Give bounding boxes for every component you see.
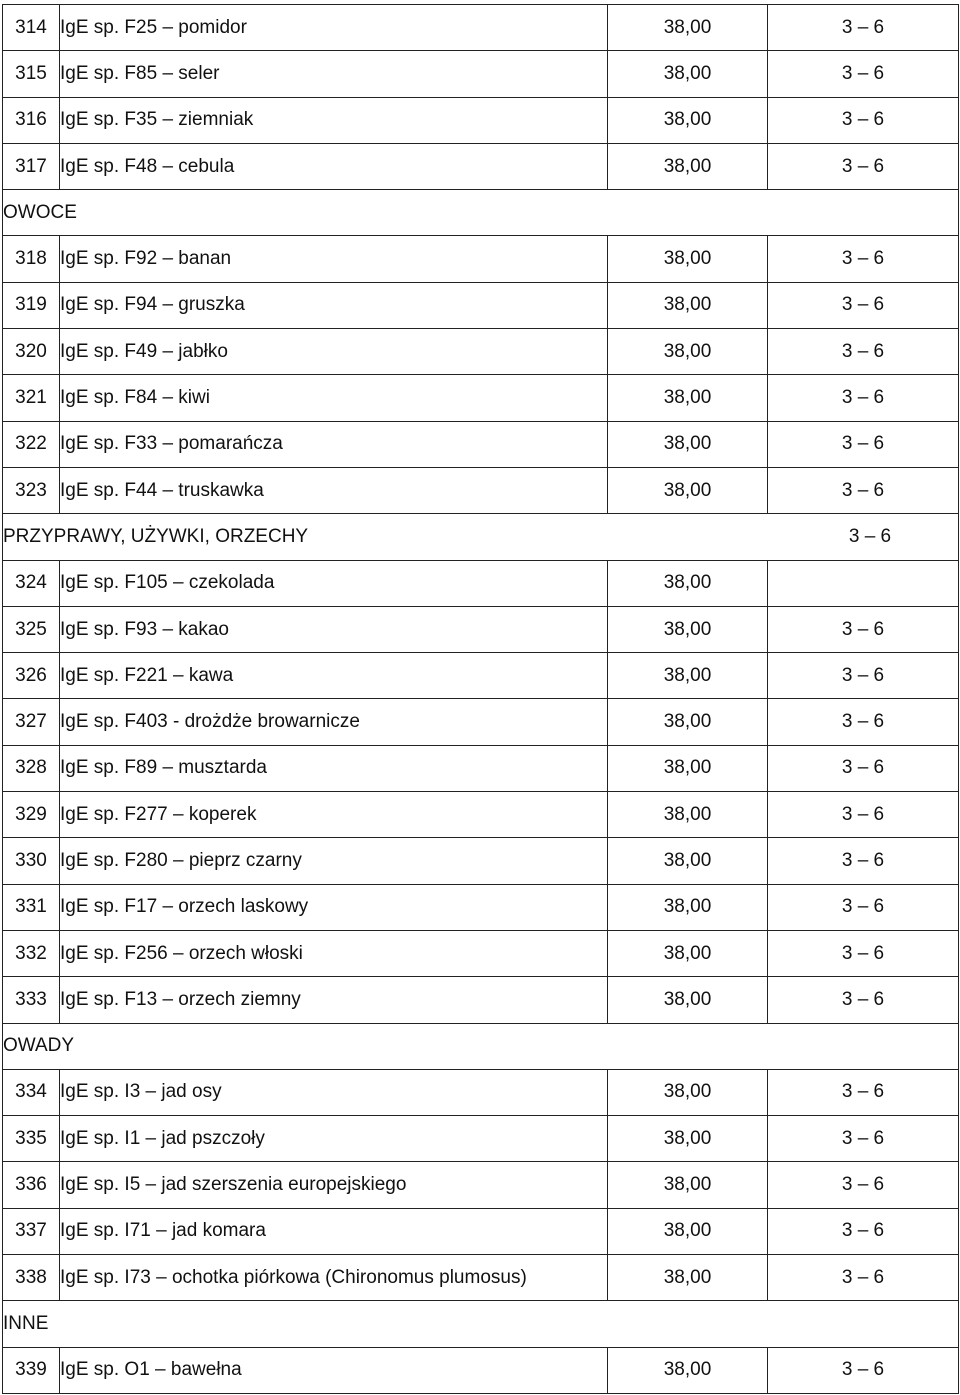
table-row: [3, 1162, 959, 1208]
row-number: 337: [3, 1208, 60, 1254]
test-name: IgE sp. F84 – kiwi: [60, 375, 608, 421]
turnaround-time: 3 – 6: [768, 884, 959, 930]
test-name: IgE sp. F105 – czekolada: [60, 560, 608, 606]
test-name: IgE sp. F25 – pomidor: [60, 5, 608, 51]
test-price: 38,00: [608, 97, 768, 143]
row-number: 330: [3, 838, 60, 884]
test-price: 38,00: [608, 745, 768, 791]
section-title: OWADY: [3, 1023, 959, 1069]
row-number: 319: [3, 282, 60, 328]
turnaround-time: 3 – 6: [768, 745, 959, 791]
table-row: [3, 51, 959, 97]
table-row: [3, 1116, 959, 1162]
section-header-row: [3, 190, 959, 236]
row-number: 316: [3, 97, 60, 143]
test-name: IgE sp. F93 – kakao: [60, 606, 608, 652]
row-number: 339: [3, 1347, 60, 1393]
test-name: IgE sp. I73 – ochotka piórkowa (Chironomus plumosus): [60, 1255, 608, 1301]
row-number: 329: [3, 792, 60, 838]
turnaround-time: 3 – 6: [768, 97, 959, 143]
row-number: 333: [3, 977, 60, 1023]
turnaround-time: 3 – 6: [768, 375, 959, 421]
test-name: IgE sp. F94 – gruszka: [60, 282, 608, 328]
section-header-row: [3, 1301, 959, 1347]
test-price: 38,00: [608, 1255, 768, 1301]
table-row: [3, 606, 959, 652]
row-number: 315: [3, 51, 60, 97]
test-price: 38,00: [608, 1069, 768, 1115]
test-name: IgE sp. F13 – orzech ziemny: [60, 977, 608, 1023]
turnaround-time: 3 – 6: [848, 525, 892, 547]
row-number: 336: [3, 1162, 60, 1208]
section-title: OWOCE: [3, 190, 959, 236]
test-name: IgE sp. F280 – pieprz czarny: [60, 838, 608, 884]
test-name: IgE sp. F92 – banan: [60, 236, 608, 282]
test-price: 38,00: [608, 838, 768, 884]
test-name: IgE sp. F33 – pomarańcza: [60, 421, 608, 467]
row-number: 325: [3, 606, 60, 652]
test-price: 38,00: [608, 1208, 768, 1254]
table-row: [3, 838, 959, 884]
test-price: 38,00: [608, 143, 768, 189]
table-row: [3, 236, 959, 282]
table-row: [3, 884, 959, 930]
test-name: IgE sp. F277 – koperek: [60, 792, 608, 838]
turnaround-time: 3 – 6: [768, 1116, 959, 1162]
turnaround-time: 3 – 6: [768, 653, 959, 699]
table-row: [3, 930, 959, 976]
test-name: IgE sp. F48 – cebula: [60, 143, 608, 189]
turnaround-time: 3 – 6: [768, 1208, 959, 1254]
row-number: 317: [3, 143, 60, 189]
test-price: 38,00: [608, 792, 768, 838]
section-title: INNE: [3, 1301, 959, 1347]
test-price: 38,00: [608, 329, 768, 375]
test-name: IgE sp. I5 – jad szerszenia europejskiego: [60, 1162, 608, 1208]
section-cell: [3, 514, 959, 560]
row-number: 320: [3, 329, 60, 375]
test-price: 38,00: [608, 51, 768, 97]
test-price: 38,00: [608, 1347, 768, 1393]
row-number: 327: [3, 699, 60, 745]
table-row: [3, 699, 959, 745]
section-title: PRZYPRAWY, UŻYWKI, ORZECHY: [3, 525, 309, 547]
table-row: [3, 1069, 959, 1115]
table-row: [3, 421, 959, 467]
turnaround-time: 3 – 6: [768, 5, 959, 51]
row-number: 318: [3, 236, 60, 282]
test-name: IgE sp. F403 - drożdże browarnicze: [60, 699, 608, 745]
test-price: 38,00: [608, 375, 768, 421]
test-name: IgE sp. I1 – jad pszczoły: [60, 1116, 608, 1162]
turnaround-time: 3 – 6: [768, 143, 959, 189]
table-row: [3, 792, 959, 838]
turnaround-time: 3 – 6: [768, 329, 959, 375]
table-row: [3, 5, 959, 51]
table-row: [3, 329, 959, 375]
test-price: 38,00: [608, 282, 768, 328]
table-row: [3, 467, 959, 513]
table-row: [3, 143, 959, 189]
test-name: IgE sp. F89 – musztarda: [60, 745, 608, 791]
table-row: [3, 1255, 959, 1301]
row-number: 323: [3, 467, 60, 513]
row-number: 328: [3, 745, 60, 791]
row-number: 324: [3, 560, 60, 606]
test-name: IgE sp. F35 – ziemniak: [60, 97, 608, 143]
row-number: 332: [3, 930, 60, 976]
test-name: IgE sp. I71 – jad komara: [60, 1208, 608, 1254]
table-row: [3, 560, 959, 606]
row-number: 335: [3, 1116, 60, 1162]
test-price: 38,00: [608, 236, 768, 282]
test-price: 38,00: [608, 606, 768, 652]
turnaround-time: 3 – 6: [768, 1347, 959, 1393]
table-row: [3, 282, 959, 328]
test-price: 38,00: [608, 977, 768, 1023]
turnaround-time: 3 – 6: [768, 1162, 959, 1208]
test-name: IgE sp. F256 – orzech włoski: [60, 930, 608, 976]
test-price: 38,00: [608, 930, 768, 976]
section-header-row: [3, 1023, 959, 1069]
turnaround-time: 3 – 6: [768, 1069, 959, 1115]
test-name: IgE sp. F17 – orzech laskowy: [60, 884, 608, 930]
turnaround-time: 3 – 6: [768, 236, 959, 282]
test-name: IgE sp. I3 – jad osy: [60, 1069, 608, 1115]
row-number: 326: [3, 653, 60, 699]
row-number: 334: [3, 1069, 60, 1115]
table-row: [3, 977, 959, 1023]
turnaround-time: 3 – 6: [768, 930, 959, 976]
test-price: 38,00: [608, 884, 768, 930]
turnaround-time: 3 – 6: [768, 51, 959, 97]
test-price: 38,00: [608, 1162, 768, 1208]
turnaround-time: 3 – 6: [768, 1255, 959, 1301]
table-row: [3, 1347, 959, 1393]
test-price: 38,00: [608, 699, 768, 745]
test-price: 38,00: [608, 653, 768, 699]
row-number: 322: [3, 421, 60, 467]
turnaround-time: 3 – 6: [768, 977, 959, 1023]
test-name: IgE sp. F221 – kawa: [60, 653, 608, 699]
turnaround-time: 3 – 6: [768, 699, 959, 745]
turnaround-time: [768, 560, 959, 606]
table-row: [3, 745, 959, 791]
turnaround-time: 3 – 6: [768, 421, 959, 467]
test-name: IgE sp. O1 – bawełna: [60, 1347, 608, 1393]
turnaround-time: 3 – 6: [768, 792, 959, 838]
turnaround-time: 3 – 6: [768, 606, 959, 652]
row-number: 331: [3, 884, 60, 930]
test-price: 38,00: [608, 467, 768, 513]
turnaround-time: 3 – 6: [768, 467, 959, 513]
table-row: [3, 375, 959, 421]
section-header-row: [3, 514, 959, 560]
row-number: 321: [3, 375, 60, 421]
table-row: [3, 1208, 959, 1254]
price-list-body: [3, 5, 959, 1394]
test-price: 38,00: [608, 421, 768, 467]
test-price: 38,00: [608, 1116, 768, 1162]
table-row: [3, 653, 959, 699]
row-number: 314: [3, 5, 60, 51]
turnaround-time: 3 – 6: [768, 838, 959, 884]
test-name: IgE sp. F44 – truskawka: [60, 467, 608, 513]
test-name: IgE sp. F85 – seler: [60, 51, 608, 97]
test-price: 38,00: [608, 560, 768, 606]
price-list-table: [2, 4, 959, 1394]
turnaround-time: 3 – 6: [768, 282, 959, 328]
test-price: 38,00: [608, 5, 768, 51]
row-number: 338: [3, 1255, 60, 1301]
test-name: IgE sp. F49 – jabłko: [60, 329, 608, 375]
table-row: [3, 97, 959, 143]
